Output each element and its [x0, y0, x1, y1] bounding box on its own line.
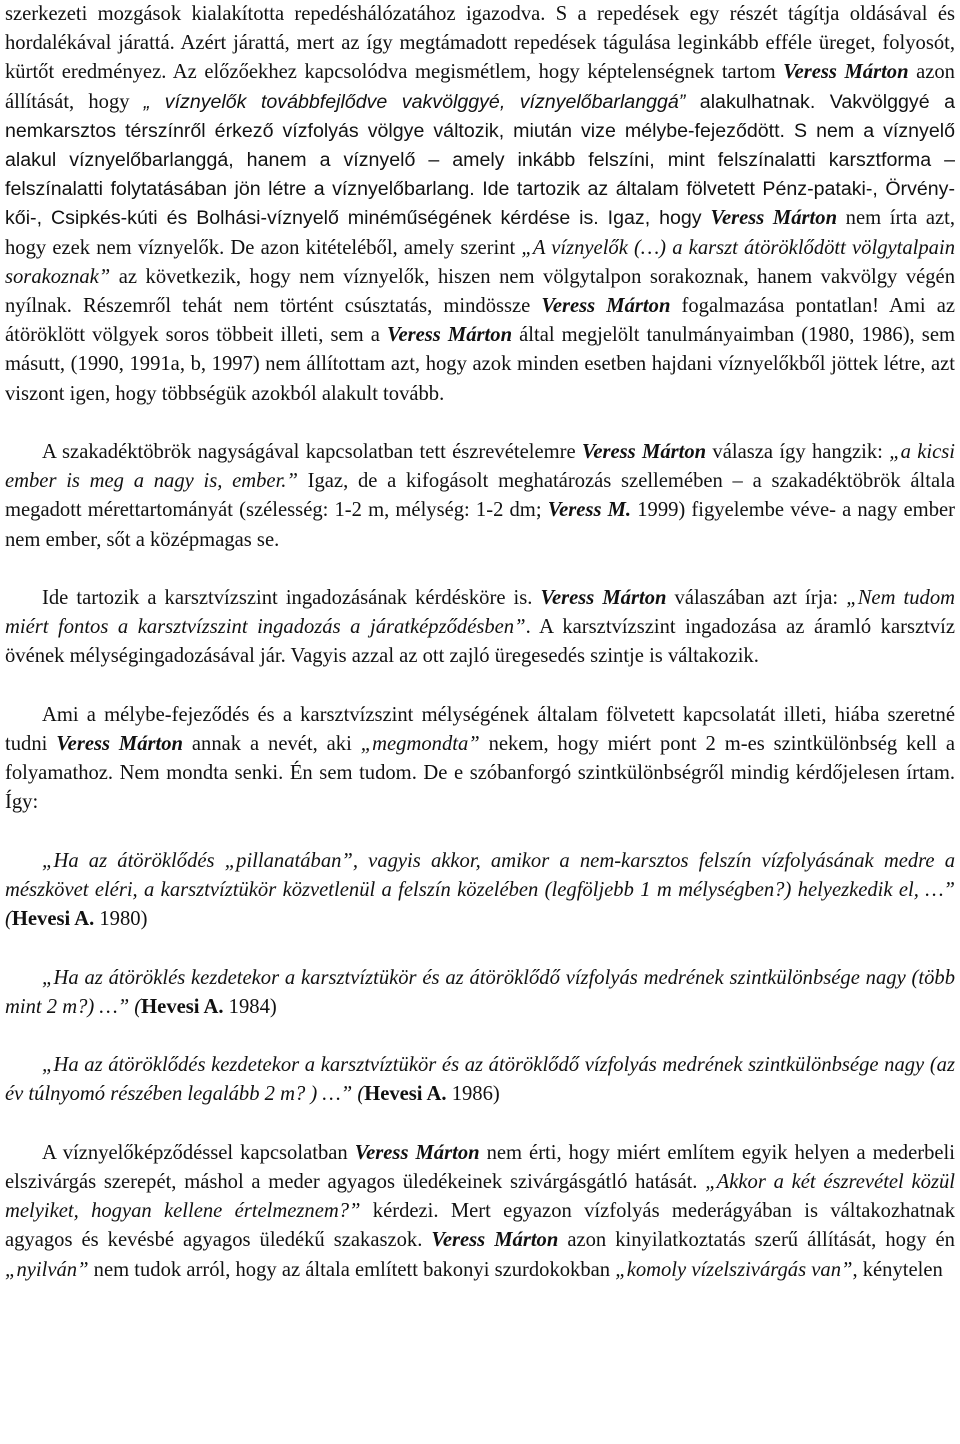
paragraph-gap [5, 672, 955, 701]
quotation: „Ha az átöröklés kezdetekor a karsztvíztükör és az átöröklődő vízfolyás medrének szintkülönbsége nagy (több mint 2 m?) …” ( [5, 966, 955, 1018]
paragraph-8 [5, 1139, 955, 1285]
quotation: „Ha az átöröklődés „pillanatában”, vagyis akkor, amikor a nem-karsztos felszín vízfolyásának medre a mészkövet eléri, a karsztvíztükör közvetlenül a felszín közelében (legföljebb 1 m mélységben?) helyezkedik el, …” ( [5, 849, 955, 931]
quotation: „komoly vízelszivárgás van” [615, 1258, 853, 1281]
text-run: fogalmazása pontatlan! Ami az átöröklött völgyek soros többeit illeti, sem a [5, 295, 955, 347]
text-run: Ami a mélybe-fejeződés és a karsztvízszint mélységének általam fölvetett kapcsolatát illeti, hiába szeretné tudni [5, 703, 955, 756]
text-run: alakulhatnak. Vakvölggyé a nemkarsztos térszínről érkező vízfolyás völgye változik, miután vize mélybe-fejeződött. S nem a víznyelő alakul víznyelőbarlanggá, hanem a víznyelő – amely inkább felszíni, mint felszínalatti karsztforma – felszínalatti folytatásában jön létre a víznyelőbarlang. Ide tartozik az általam fölvetett Pénz-pataki-, Örvény-kői-, Csipkés-kúti és Bolhási-víznyelő minéműségének kérdése is. Igaz, hogy [5, 90, 955, 230]
citation-year: 1980) [94, 908, 148, 931]
quotation: „Ha az átöröklődés kezdetekor a karsztvíztükör és az átöröklődő vízfolyás medrének szintkülönbsége nagy (az év túlnyomó részében legalább 2 m? ) …” ( [5, 1054, 955, 1106]
author-name: Veress Márton [56, 733, 184, 756]
text-run: A víznyelőképződéssel kapcsolatban [42, 1141, 355, 1164]
paragraph-4 [5, 701, 955, 818]
citation-1984 [5, 964, 955, 1022]
text-run: nem tudok arról, hogy az általa említett bakonyi szurdokokban [88, 1258, 616, 1281]
citation-1980 [5, 847, 955, 935]
text-run: válaszában azt írja: [666, 587, 847, 610]
text-run: Igaz, de a kifogásolt meghatározás szellemében – a szakadéktöbrök általa megadott mérettartományát (szélesség: 1-2 m, mélység: 1-2 dm; [5, 470, 955, 522]
author-name: Veress Márton [540, 587, 667, 610]
text-run: kérdezi. Mert egyazon vízfolyás mederágyában is váltakozhatnak agyagos és kevésbé agyagos üledékű szakaszok. [5, 1200, 955, 1252]
text-run: A szakadéktöbrök nagyságával kapcsolatban tett észrevételemre [42, 441, 582, 464]
text-run: nem érti, hogy miért említem egyik helyen a mederbeli elszivárgás szerepét, máshol a meder agyagos üledékeinek szivárgásgátló hatását. [5, 1141, 955, 1194]
quotation: „A víznyelők (…) a karszt átöröklődött völgytalpain sorakoznak” [5, 236, 955, 288]
author-name: Veress Márton [354, 1141, 480, 1164]
quotation: „Akkor a két észrevétel közül melyiket, hogyan kellene értelmeznem?” [5, 1171, 955, 1223]
author-name: Veress Márton [710, 207, 838, 230]
quotation: „Nem tudom miért fontos a karsztvízszint ingadozás a járatképződésben” [5, 587, 955, 639]
text-run: . A karsztvízszint ingadozása az áramló karsztvíz övének mélységingadozásával jár. Vagyis azzal az ott zajló üregesedés szintje is váltakozik. [5, 616, 955, 668]
text-run: nem írta azt, hogy ezek nem víznyelők. De azon kitételéből, amely szerint [5, 207, 955, 259]
author-name: Veress Márton [431, 1229, 559, 1252]
text-run: annak a nevét, aki [183, 733, 361, 756]
author-name: Veress Márton [783, 61, 909, 84]
paragraph-gap [5, 555, 955, 584]
paragraph-gap [5, 934, 955, 963]
text-run: szerkezeti mozgások kialakította repedéshálózatához igazodva. S a repedések egy részét tágítja oldásával és hordalékával járattá. Azért járattá, mert az így megtámadott repedések tágulása leginkább efféle üreget, folyosót, kürtőt eredményez. Az előzőekhez kapcsolódva megismétlem, hogy képtelenségnek tartom [5, 3, 955, 84]
paragraph-gap [5, 409, 955, 438]
text-run: válasza így hangzik: [706, 441, 890, 464]
text-run: nekem, hogy miért pont 2 m-es szintkülönbség kell a folyamathoz. Nem mondta senki. Én sem tudom. De e szóbanforgó szintkülönbségről mindig kérdőjelesen írtam. Így: [5, 733, 955, 814]
quotation: „a kicsi ember is meg a nagy is, ember.” [5, 441, 955, 493]
paragraph-gap [5, 818, 955, 847]
paragraph-2 [5, 438, 955, 555]
text-run: 1999) figyelembe véve- a nagy ember nem ember, sőt a középmagas se. [5, 499, 956, 551]
citation-year: 1986) [446, 1083, 500, 1106]
author-name: Veress Márton [387, 324, 513, 347]
text-run: által megjelölt tanulmányaimban (1980, 1986), sem másutt, (1990, 1991a, b, 1997) nem állítottam azt, hogy azok minden esetben hajdani víznyelőkből jöttek létre, azt viszont igen, hogy többségük azokból alakult tovább. [5, 324, 955, 405]
author-name: Hevesi A. [364, 1083, 447, 1106]
citation-1986 [5, 1051, 955, 1109]
author-name: Hevesi A. [141, 995, 224, 1018]
author-name: Veress Márton [581, 441, 707, 464]
paragraph-1 [5, 0, 955, 409]
paragraph-3 [5, 584, 955, 672]
quotation: „megmondta” [360, 733, 480, 756]
text-run: az következik, hogy nem víznyelők, hiszen nem völgytalpon sorakoznak, hanem vakvölgy végén nyílnak. Részemről tehát nem történt csúsztatás, mindössze [5, 265, 955, 318]
paragraph-gap [5, 1110, 955, 1139]
author-name: Veress Márton [541, 295, 671, 318]
text-run: azon kinyilatkoztatás szerű állítását, hogy én [558, 1229, 955, 1252]
author-name: Veress M. [547, 499, 632, 522]
text-run: Ide tartozik a karsztvízszint ingadozásának kérdésköre is. [42, 587, 541, 610]
text-run: azon állítását, hogy [5, 61, 955, 113]
text-run: , kénytelen [852, 1258, 943, 1281]
quotation: „nyilván” [5, 1258, 89, 1281]
author-name: Hevesi A. [11, 908, 95, 931]
paragraph-gap [5, 1022, 955, 1051]
quotation: „ víznyelők továbbfejlődve vakvölggyé, víznyelőbarlanggá” [143, 90, 686, 113]
citation-year: 1984) [223, 995, 277, 1018]
